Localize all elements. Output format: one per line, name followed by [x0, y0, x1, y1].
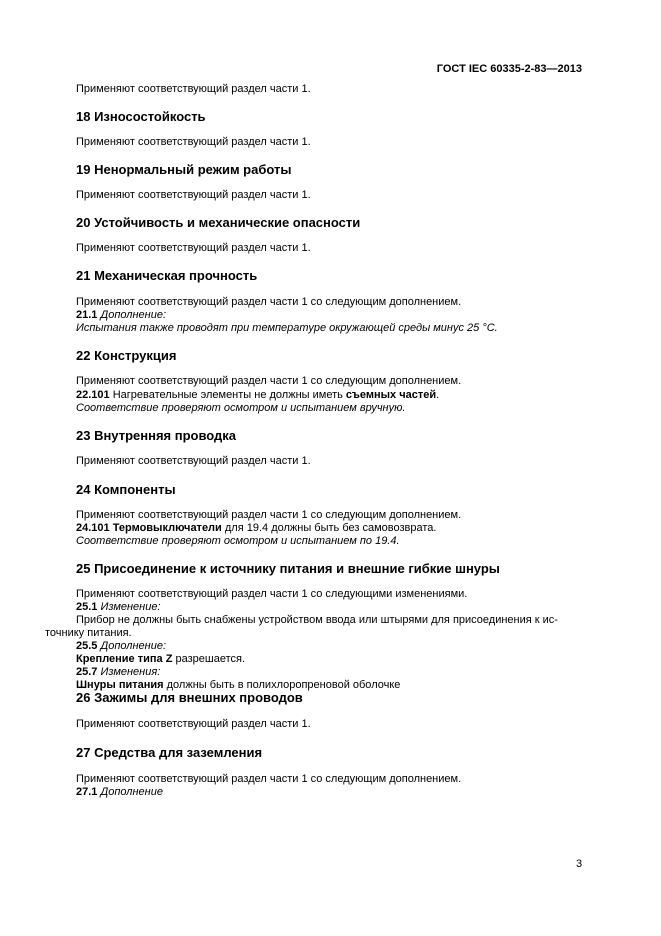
section-18-heading: 18 Износостойкость: [76, 109, 206, 124]
clause-term: Шнуры питания: [76, 679, 164, 691]
clause-text-end: .: [436, 389, 440, 401]
section-20-text: Применяют соответствующий раздел части 1.: [76, 242, 311, 254]
clause-25-1-text-line1: [76, 614, 582, 627]
clause-number: 25.5: [76, 640, 98, 652]
section-25-text: Применяют соответствующий раздел части 1 со следующими изменениями.: [76, 588, 468, 600]
clause-term: Крепление типа Z: [76, 653, 173, 665]
clause-text: разрешается.: [175, 653, 245, 665]
clause-label: Изменения:: [100, 666, 161, 678]
section-26-heading: 26 Зажимы для внешних проводов: [76, 690, 303, 705]
section-25-heading: 25 Присоединение к источнику питания и внешние гибкие шнуры: [76, 561, 500, 576]
clause-number: 25.1: [76, 601, 98, 613]
section-18-text: Применяют соответствующий раздел части 1.: [76, 136, 311, 148]
section-24-text: Применяют соответствующий раздел части 1 со следующим дополнением.: [76, 509, 462, 521]
clause-22-101-check: Соответствие проверяют осмотром и испытанием вручную.: [76, 402, 406, 414]
section-23-heading: 23 Внутренняя проводка: [76, 428, 237, 443]
clause-25-1-text-line2: точнику питания.: [45, 627, 132, 639]
section-21-heading: 21 Механическая прочность: [76, 268, 258, 283]
section-24-heading: 24 Компоненты: [76, 482, 176, 497]
clause-number: 24.101: [76, 522, 110, 534]
clause-text: должны быть в полихлоропреновой оболочке: [166, 679, 401, 691]
clause-label: Изменение:: [100, 601, 161, 613]
section-21-text: Применяют соответствующий раздел части 1 со следующим дополнением.: [76, 296, 462, 308]
section-23-text: Применяют соответствующий раздел части 1.: [76, 455, 311, 467]
clause-number: 22.101: [76, 389, 110, 401]
clause-term: Термовыключатели: [112, 522, 222, 534]
clause-25-7: [76, 666, 160, 679]
clause-27-1: [76, 786, 163, 799]
section-27-heading: 27 Средства для заземления: [76, 745, 263, 760]
clause-24-101: [76, 522, 436, 535]
clause-text: для 19.4 должны быть без самовозврата.: [224, 522, 437, 534]
clause-25-5: [76, 640, 166, 653]
section-20-heading: 20 Устойчивость и механические опасности: [76, 215, 361, 230]
clause-number: 27.1: [76, 786, 98, 798]
clause-21-1: [76, 309, 166, 322]
clause-21-1-text: Испытания также проводят при температуре окружающей среды минус 25 °С.: [76, 322, 498, 334]
section-27-text: Применяют соответствующий раздел части 1 со следующим дополнением.: [76, 773, 462, 785]
clause-label: Дополнение:: [100, 309, 166, 321]
intro-paragraph: Применяют соответствующий раздел части 1.: [76, 83, 311, 95]
clause-label: Дополнение:: [100, 640, 166, 652]
clause-25-5-text: [76, 653, 245, 666]
section-19-heading: 19 Ненормальный режим работы: [76, 162, 292, 177]
document-id-header: ГОСТ IEC 60335-2-83—2013: [436, 63, 582, 75]
clause-term: съемных частей: [345, 389, 437, 401]
section-22-heading: 22 Конструкция: [76, 348, 177, 363]
clause-text-part: Нагревательные элементы не должны иметь: [112, 389, 343, 401]
page-number: 3: [576, 858, 583, 870]
section-26-text: Применяют соответствующий раздел части 1.: [76, 718, 311, 730]
clause-22-101: [76, 389, 439, 402]
section-22-text: Применяют соответствующий раздел части 1 со следующим дополнением.: [76, 375, 462, 387]
clause-25-1: [76, 601, 161, 614]
clause-text: Прибор не должны быть снабжены устройством ввода или штырями для присоединения к ис-: [76, 614, 558, 626]
clause-number: 21.1: [76, 309, 98, 321]
clause-24-101-check: Соответствие проверяют осмотром и испытанием по 19.4.: [76, 535, 400, 547]
clause-label: Дополнение: [100, 786, 163, 798]
clause-number: 25.7: [76, 666, 98, 678]
section-19-text: Применяют соответствующий раздел части 1.: [76, 189, 311, 201]
